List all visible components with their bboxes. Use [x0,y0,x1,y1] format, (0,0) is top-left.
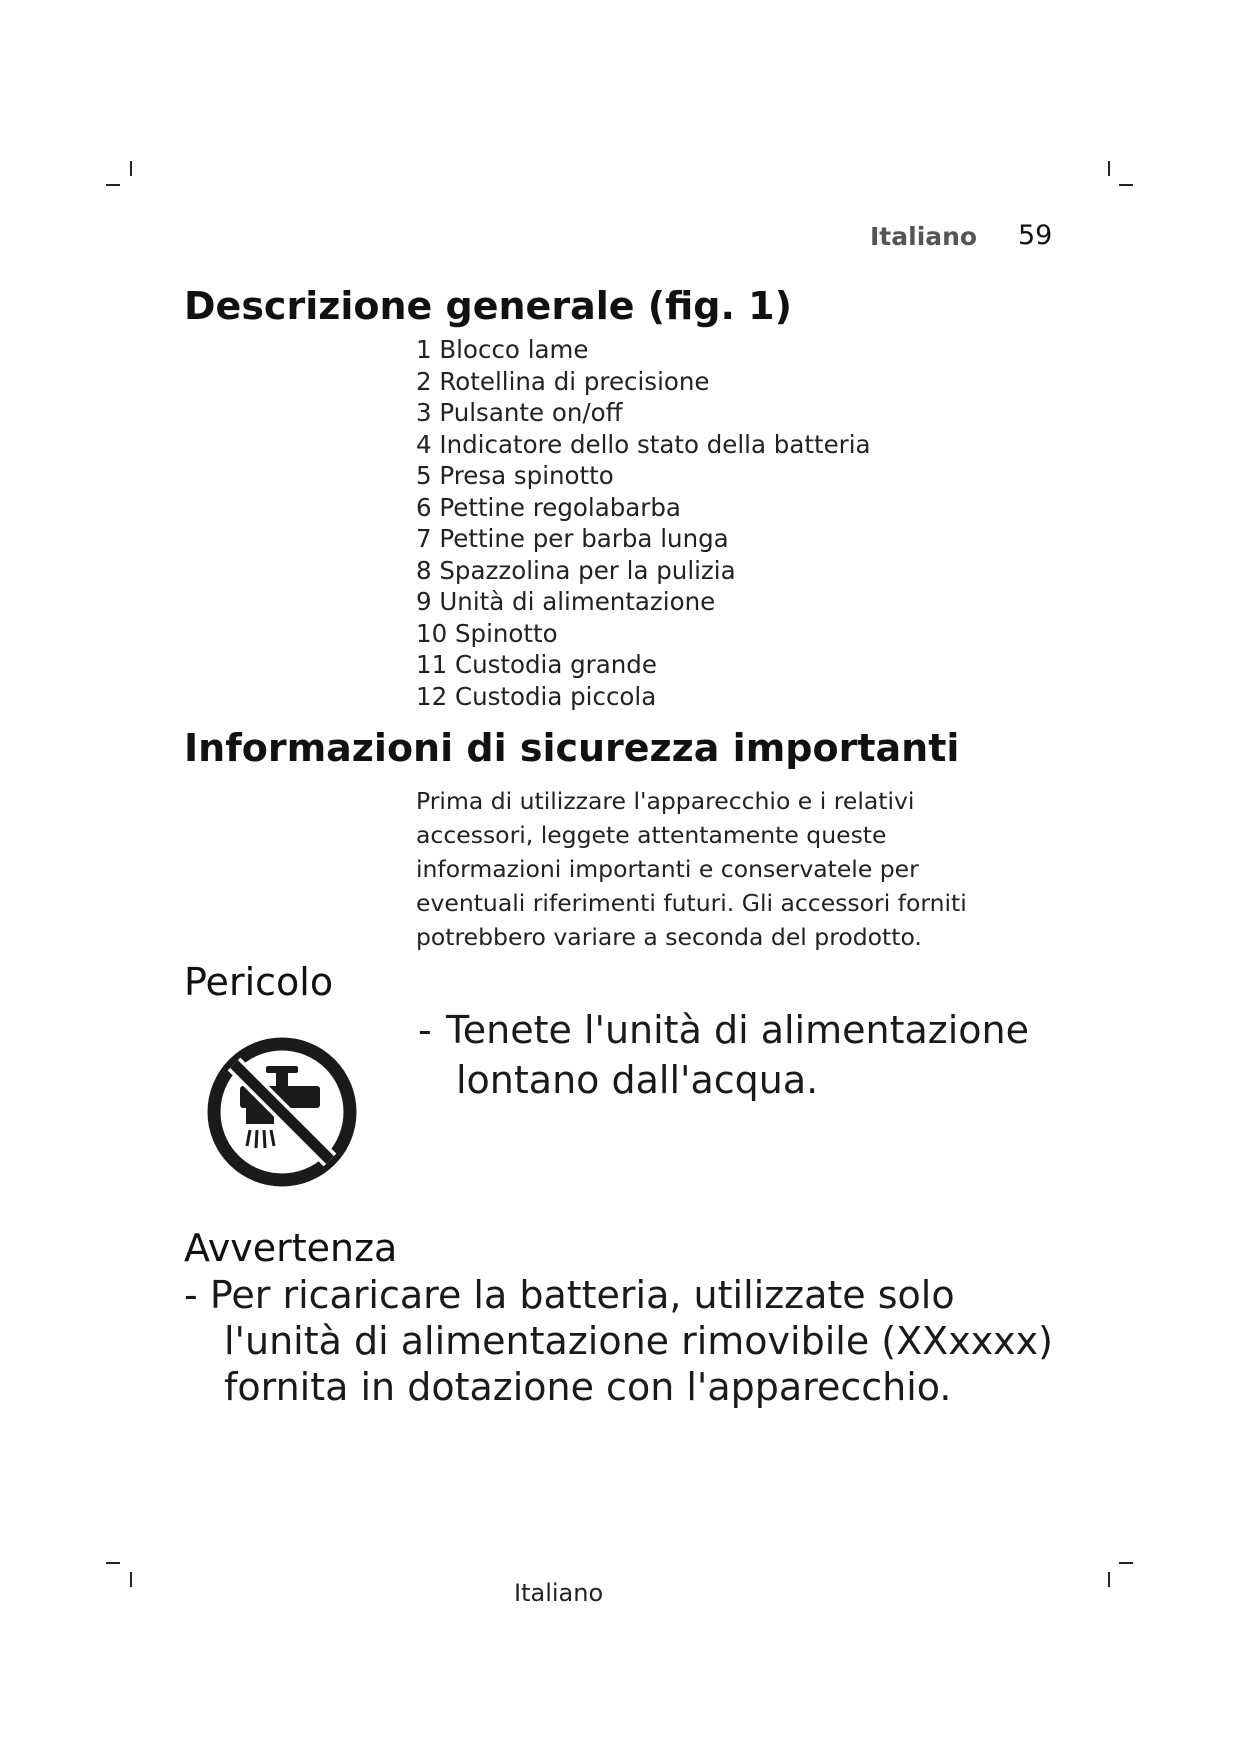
list-item: 10 Spinotto [416,618,558,648]
warning-line-3: fornita in dotazione con l'apparecchio. [224,1365,952,1409]
page-number: 59 [1018,220,1053,251]
list-item: 9 Unità di alimentazione [416,587,716,616]
list-item: 11 Custodia grande [416,650,657,679]
list-item: 3 Pulsante on/off [416,398,623,427]
crop-mark [106,1562,120,1564]
list-item: 8 Spazzolina per la pulizia [416,555,736,585]
bullet-dash: - [418,1008,432,1052]
crop-mark [130,161,132,176]
list-item: 4 Indicatore dello stato della batteria [416,429,871,459]
no-water-tap-icon [204,1034,360,1190]
crop-mark [1108,1572,1110,1587]
list-item: 6 Pettine regolabarba [416,492,681,522]
crop-mark [106,184,120,186]
warning-line-1: Per ricaricare la batteria, utilizzate solo [209,1273,955,1317]
danger-line-1: Tenete l'unità di alimentazione [446,1008,1029,1052]
crop-mark [1119,184,1133,186]
safety-heading: Informazioni di sicurezza importanti [184,726,960,770]
running-header-language: Italiano [870,222,978,251]
parts-list [416,334,871,712]
footer-language: Italiano [514,1579,604,1607]
warning-heading: Avvertenza [184,1226,398,1270]
crop-mark [130,1572,132,1587]
danger-line-2: lontano dall'acqua. [456,1058,819,1102]
bullet-dash: - [184,1273,198,1317]
safety-intro-paragraph: Prima di utilizzare l'apparecchio e i relativi accessori, leggete attentamente queste informazioni importanti e conservatele per eventuali riferimenti futuri. Gli accessori forniti potrebbero variare a seconda del prodotto. [416,787,967,951]
danger-instruction [418,1005,1029,1105]
warning-line-2: l'unità di alimentazione rimovibile (XXxxxx) [224,1319,1053,1363]
crop-mark [1108,161,1110,176]
danger-heading: Pericolo [184,960,334,1004]
list-item: 7 Pettine per barba lunga [416,524,729,553]
list-item: 12 Custodia piccola [416,681,657,711]
warning-instruction [184,1272,1053,1410]
crop-mark [1119,1562,1133,1564]
list-item: 2 Rotellina di precisione [416,366,710,396]
list-item: 1 Blocco lame [416,335,589,364]
overview-heading: Descrizione generale (fig. 1) [184,284,792,328]
list-item: 5 Presa spinotto [416,461,614,490]
